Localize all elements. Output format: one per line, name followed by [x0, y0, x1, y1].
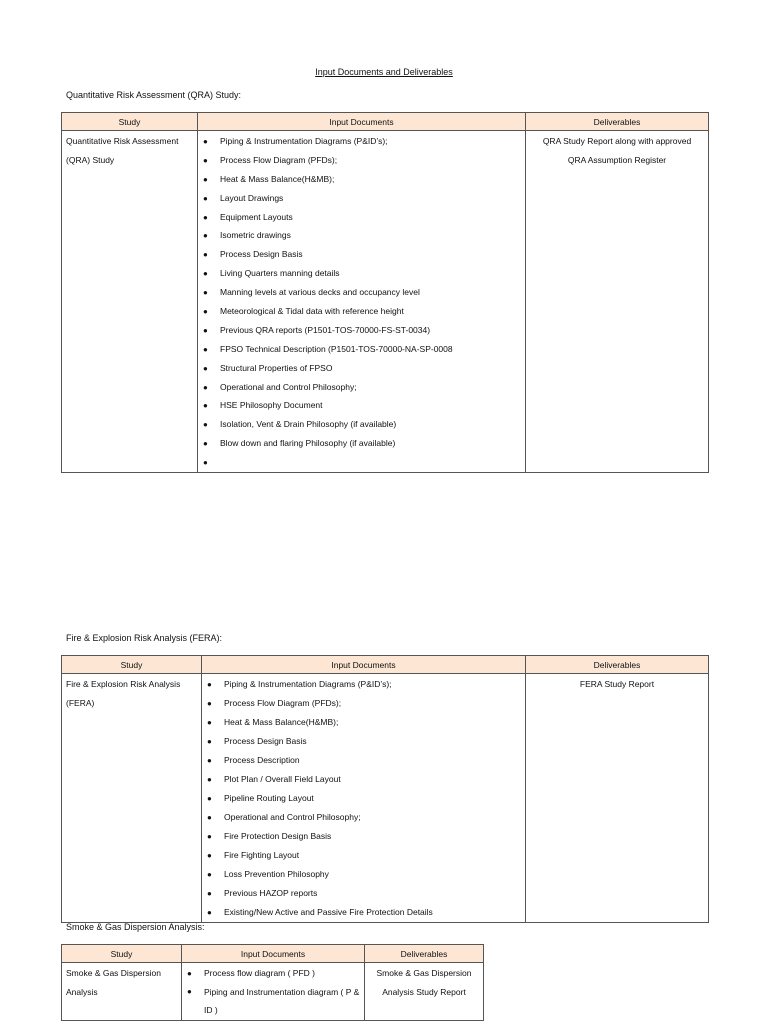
table-header-row [62, 656, 709, 674]
bullet-icon: ● [203, 288, 208, 298]
bullet-icon: ● [203, 137, 208, 146]
study-line: Smoke & Gas Dispersion [66, 968, 161, 978]
bullet-icon: ● [207, 775, 212, 784]
smoke-gas-section-heading: Smoke & Gas Dispersion Analysis: [66, 922, 205, 932]
list-item: ● Operational and Control Philosophy; [207, 808, 525, 827]
bullet-icon: ● [187, 986, 192, 996]
list-item: ● Process Design Basis [207, 732, 525, 751]
bullet-icon: ● [207, 794, 212, 803]
bullet-icon: ● [203, 155, 208, 165]
list-item: ● Equipment Layouts [203, 208, 525, 227]
list-item: ● Living Quarters manning details [203, 264, 525, 283]
list-item: ● Existing/New Active and Passive Fire Protection Details [207, 903, 525, 922]
bullet-icon: ● [203, 439, 208, 449]
study-column-header: Study [62, 945, 182, 963]
bullet-icon: ● [207, 718, 212, 727]
list-item: ● Piping and Instrumentation diagram ( P & ID ) [187, 983, 364, 1020]
deliverable-line: Analysis Study Report [382, 986, 466, 997]
bullet-icon: ● [203, 458, 208, 468]
list-item: ● Heat & Mass Balance(H&MB); [207, 713, 525, 732]
bullet-icon: ● [203, 344, 208, 354]
qra-section-heading: Quantitative Risk Assessment (QRA) Study: [66, 90, 242, 100]
table-row [62, 131, 709, 473]
input-documents-cell [198, 131, 526, 473]
bullet-icon: ● [203, 363, 208, 373]
study-line: (QRA) Study [66, 154, 115, 165]
deliverable-line: QRA Assumption Register [567, 154, 667, 165]
deliverables-column-header: Deliverables [365, 945, 484, 963]
bullet-icon: ● [207, 870, 212, 879]
deliverables-cell [365, 963, 484, 1021]
deliverables-cell [526, 131, 709, 473]
list-item: ● Loss Prevention Philosophy [207, 865, 525, 884]
study-column-header: Study [62, 656, 202, 674]
table-row [62, 963, 484, 1021]
input-documents-list [182, 963, 364, 1020]
fera-table [61, 655, 709, 923]
bullet-icon: ● [203, 212, 208, 222]
list-item: ● Operational and Control Philosophy; [203, 378, 525, 397]
list-item: ● Piping & Instrumentation Diagrams (P&ID’s); [207, 675, 525, 694]
list-item: ● Process Flow Diagram (PFDs); [207, 694, 525, 713]
study-line: Quantitative Risk Assessment [66, 136, 179, 146]
deliverable-line: FERA Study Report [579, 679, 655, 689]
study-cell [62, 963, 182, 1021]
bullet-icon: ● [207, 908, 212, 917]
list-item: ● FPSO Technical Description (P1501-TOS-70000-NA-SP-0008 [203, 340, 525, 359]
bullet-icon: ● [203, 382, 208, 392]
study-line: Fire & Explosion Risk Analysis [66, 679, 181, 689]
list-item: ● Heat & Mass Balance(H&MB); [203, 170, 525, 189]
bullet-icon: ● [203, 401, 208, 411]
deliverables-cell [526, 674, 709, 923]
study-line: Analysis [66, 986, 98, 997]
list-item: ● Blow down and flaring Philosophy (if available) [203, 434, 525, 453]
input-documents-cell [202, 674, 526, 923]
table-row [62, 674, 709, 923]
bullet-icon: ● [187, 969, 192, 978]
input-documents-column-header: Input Documents [182, 945, 365, 963]
bullet-icon: ● [203, 193, 208, 203]
bullet-icon: ● [203, 174, 208, 184]
list-item: ● Pipeline Routing Layout [207, 789, 525, 808]
bullet-icon: ● [207, 813, 212, 822]
table-header-row [62, 945, 484, 963]
document-title: Input Documents and Deliverables [315, 67, 453, 77]
list-item: ● Process flow diagram ( PFD ) [187, 964, 364, 983]
list-item: ● Fire Protection Design Basis [207, 827, 525, 846]
list-item: ● Plot Plan / Overall Field Layout [207, 770, 525, 789]
bullet-icon: ● [203, 325, 208, 335]
list-item: ● HSE Philosophy Document [203, 396, 525, 415]
list-item [203, 453, 525, 472]
list-item: ● Structural Properties of FPSO [203, 359, 525, 378]
input-documents-column-header: Input Documents [198, 113, 526, 131]
bullet-icon: ● [203, 269, 208, 279]
deliverables-column-header: Deliverables [526, 656, 709, 674]
bullet-icon: ● [207, 832, 212, 841]
input-documents-list [202, 674, 525, 922]
list-item: ● Process Design Basis [203, 245, 525, 264]
study-cell [62, 674, 202, 923]
deliverable-line: QRA Study Report along with approved [542, 136, 692, 146]
list-item: ● Previous HAZOP reports [207, 884, 525, 903]
list-item: ● Piping & Instrumentation Diagrams (P&ID’s); [203, 132, 525, 151]
bullet-icon: ● [207, 680, 212, 689]
study-cell [62, 131, 198, 473]
bullet-icon: ● [203, 420, 208, 430]
study-column-header: Study [62, 113, 198, 131]
bullet-icon: ● [203, 250, 208, 260]
list-item: ● Layout Drawings [203, 189, 525, 208]
list-item: ● Meteorological & Tidal data with reference height [203, 302, 525, 321]
list-item: ● Isolation, Vent & Drain Philosophy (if available) [203, 415, 525, 434]
study-line: (FERA) [66, 697, 95, 708]
qra-table [61, 112, 709, 473]
input-documents-cell [182, 963, 365, 1021]
deliverable-line: Smoke & Gas Dispersion [376, 968, 472, 978]
smoke-gas-table [61, 944, 484, 1021]
deliverables-column-header: Deliverables [526, 113, 709, 131]
bullet-icon: ● [207, 737, 212, 746]
list-item: ● Isometric drawings [203, 226, 525, 245]
fera-section-heading: Fire & Explosion Risk Analysis (FERA): [66, 633, 223, 643]
list-item: ● Fire Fighting Layout [207, 846, 525, 865]
list-item: ● Manning levels at various decks and occupancy level [203, 283, 525, 302]
bullet-icon: ● [207, 851, 212, 860]
bullet-icon: ● [207, 699, 212, 708]
input-documents-column-header: Input Documents [202, 656, 526, 674]
table-header-row [62, 113, 709, 131]
list-item: ● Process Flow Diagram (PFDs); [203, 151, 525, 170]
list-item: ● Previous QRA reports (P1501-TOS-70000-FS-ST-0034) [203, 321, 525, 340]
bullet-icon: ● [207, 889, 212, 898]
input-documents-list [198, 131, 525, 472]
bullet-icon: ● [203, 231, 208, 241]
bullet-icon: ● [207, 756, 212, 765]
list-item: ● Process Description [207, 751, 525, 770]
bullet-icon: ● [203, 307, 208, 317]
